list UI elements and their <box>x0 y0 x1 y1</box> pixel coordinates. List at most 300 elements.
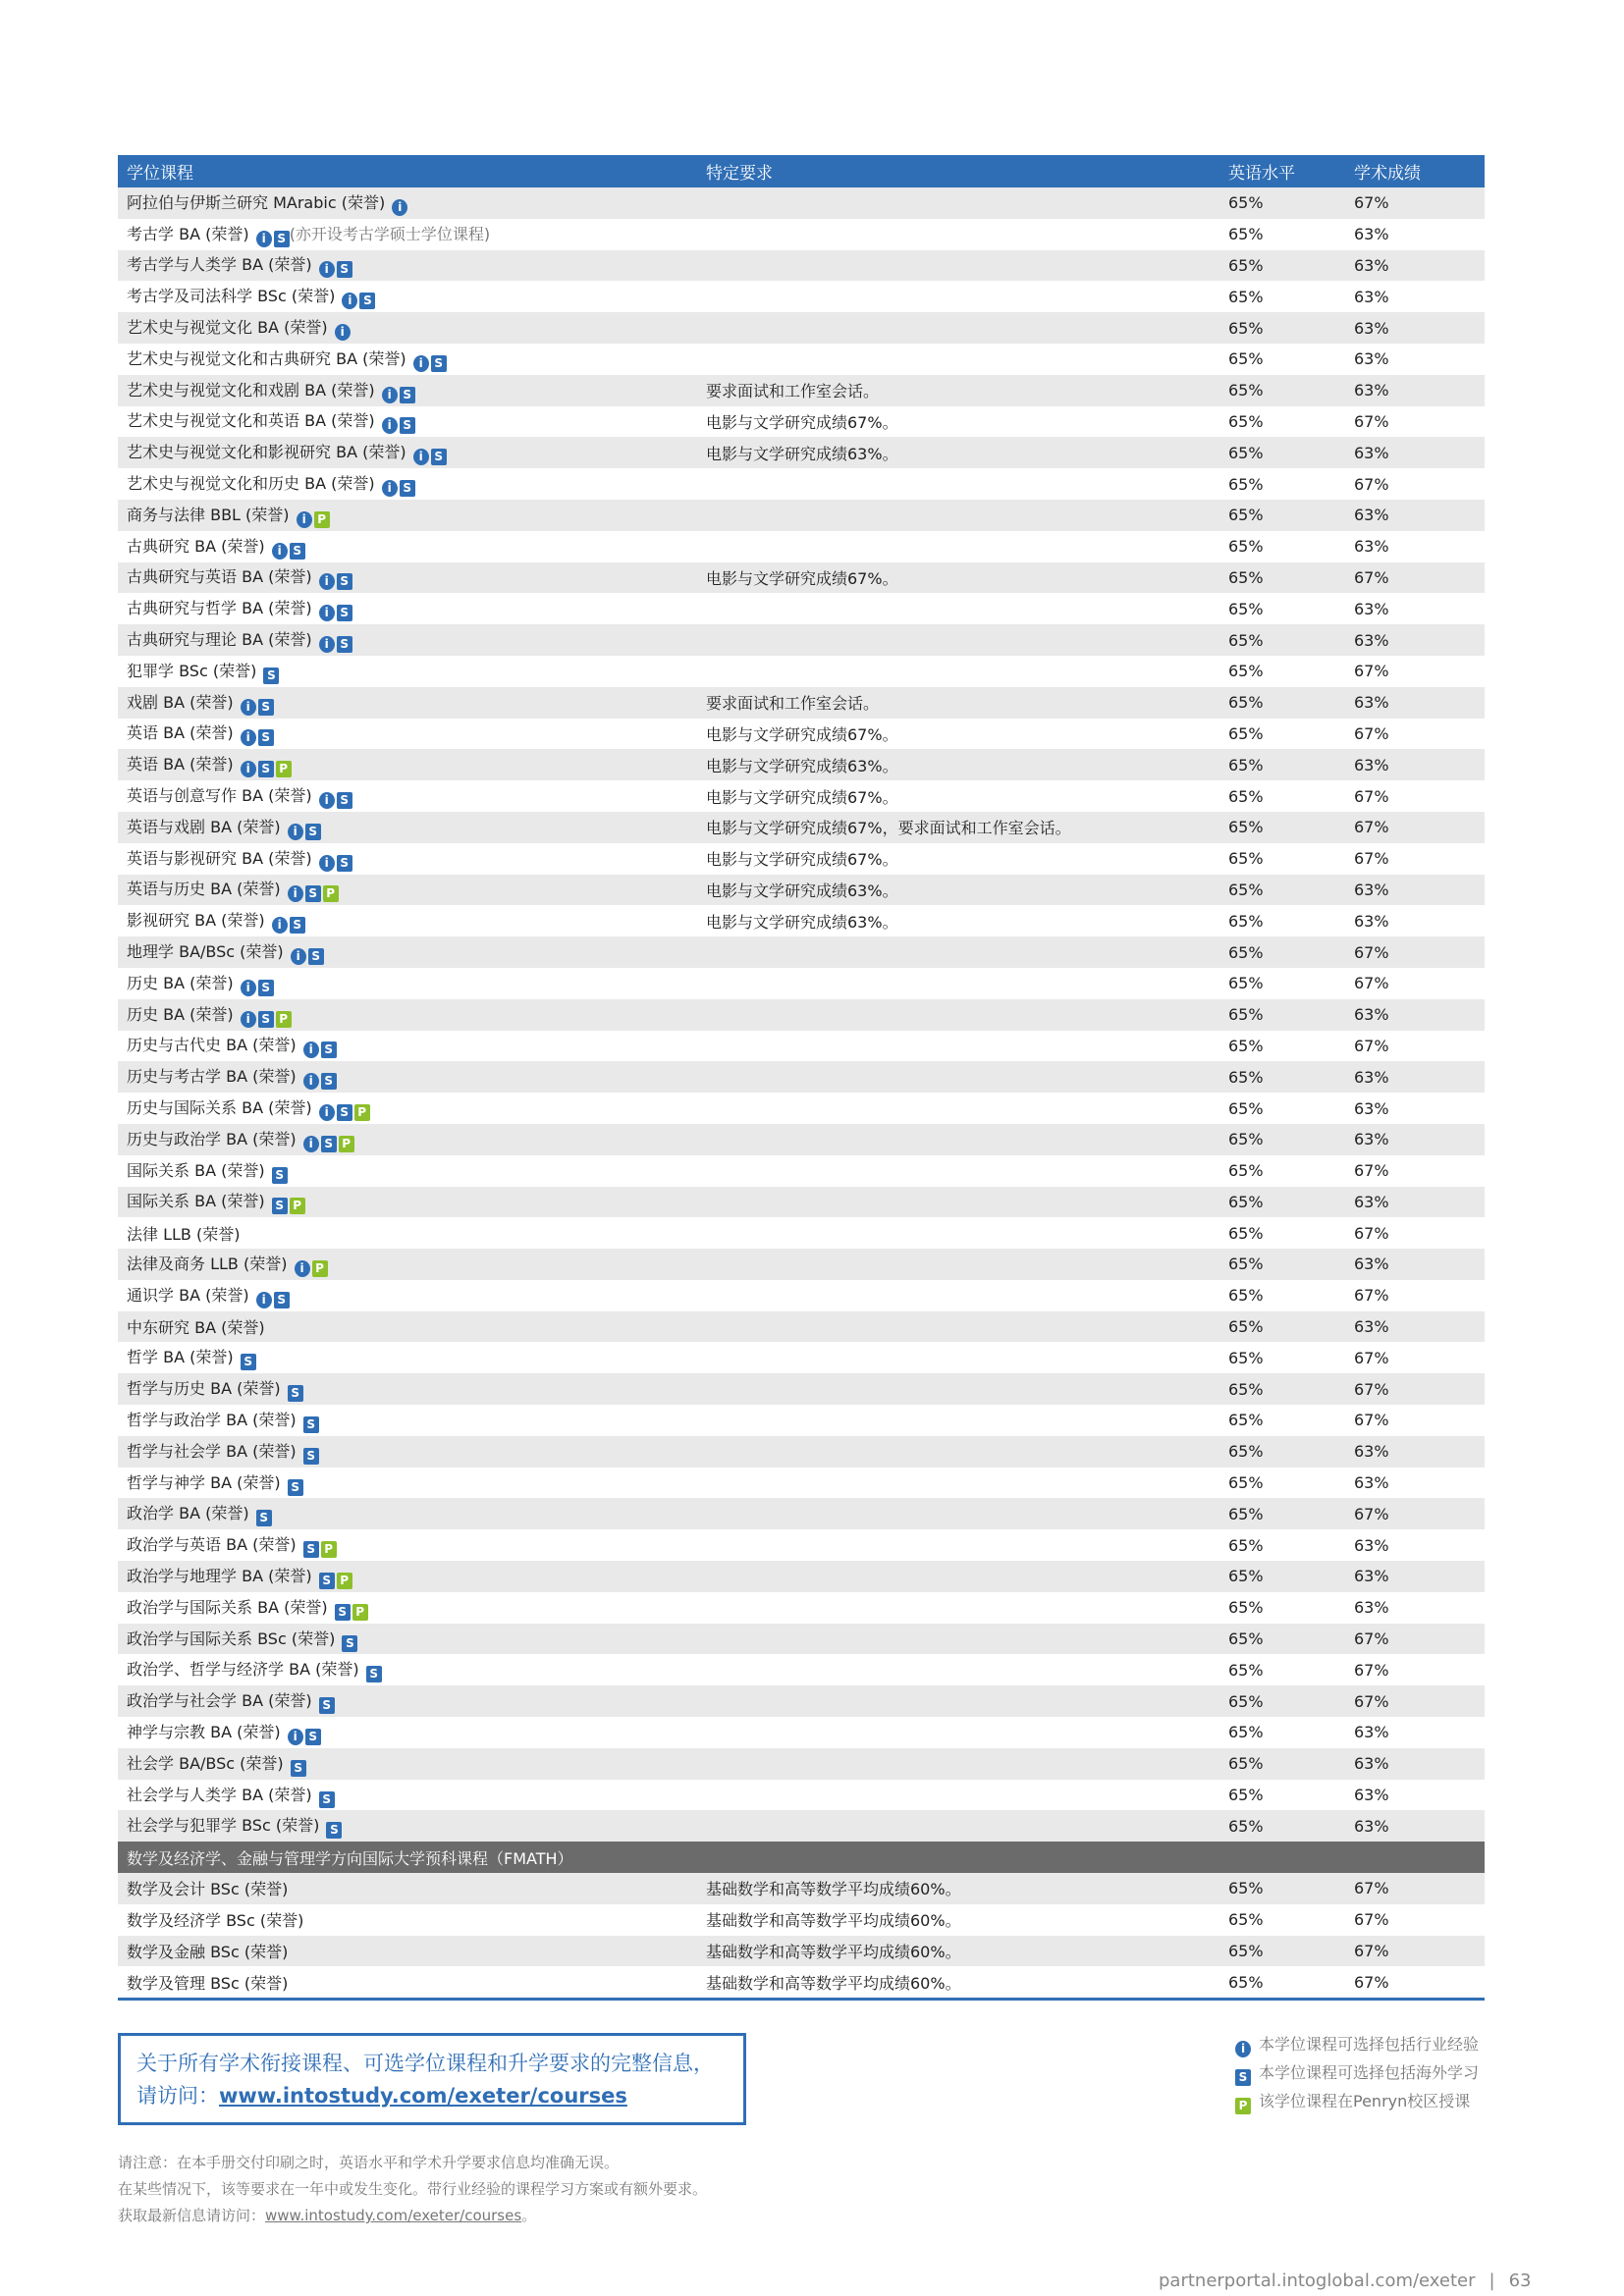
industry-experience-icon: i <box>295 1260 310 1277</box>
requirement-cell: 电影与文学研究成绩67%，要求面试和工作室会话。 <box>697 812 1219 843</box>
footer-url[interactable]: partnerportal.intoglobal.com/exeter <box>1159 2270 1476 2291</box>
course-cell <box>118 1624 697 1655</box>
academic-grade-cell: 63% <box>1345 1810 1485 1842</box>
table-row <box>118 437 1485 468</box>
english-level-cell: 65% <box>1228 1411 1264 1430</box>
course-name: 政治学与国际关系 BSc (荣誉) <box>127 1629 336 1648</box>
disclaimer-link[interactable]: www.intostudy.com/exeter/courses <box>265 2207 522 2224</box>
english-level-cell: 65% <box>1228 1598 1264 1618</box>
study-abroad-icon: S <box>337 636 352 653</box>
academic-grade-cell: 63% <box>1345 1061 1485 1093</box>
requirement-cell <box>697 624 1219 656</box>
academic-grade-cell: 67% <box>1345 1373 1485 1405</box>
academic-grade-cell: 67% <box>1354 1161 1389 1181</box>
course-cell <box>118 500 697 531</box>
course-cell <box>118 250 697 282</box>
courses-link[interactable]: www.intostudy.com/exeter/courses <box>219 2084 627 2108</box>
requirement-cell <box>697 1187 1219 1218</box>
requirement-cell: 电影与文学研究成绩67%。 <box>697 562 1219 594</box>
section-title: 数学及经济学、金融与管理学方向国际大学预科课程（FMATH） <box>118 1842 1485 1873</box>
english-level-cell: 65% <box>1228 349 1264 369</box>
course-cell <box>118 1748 697 1780</box>
study-abroad-icon: S <box>337 855 352 872</box>
table-row <box>118 1155 1485 1187</box>
table-row <box>118 968 1485 999</box>
english-level-cell: 65% <box>1228 786 1264 806</box>
industry-experience-icon: i <box>256 1292 272 1308</box>
table-body <box>118 187 1485 2000</box>
requirement-cell <box>697 1280 1219 1311</box>
table-row <box>118 1904 1485 1936</box>
table-row <box>118 1031 1485 1062</box>
course-name: 历史与政治学 BA (荣誉) <box>127 1129 297 1148</box>
course-cell <box>118 468 697 500</box>
course-name: 社会学 BA/BSc (荣誉) <box>127 1753 284 1773</box>
table-row <box>118 1873 1485 1904</box>
footer-separator: | <box>1489 2270 1495 2291</box>
requirement-cell: 电影与文学研究成绩67%。 <box>706 787 898 807</box>
penryn-campus-icon: P <box>1235 2098 1251 2114</box>
english-level-cell: 65% <box>1228 1723 1264 1742</box>
course-name: 数学及经济学 BSc (荣誉) <box>127 1911 304 1931</box>
disclaimer-prefix: 获取最新信息请访问： <box>118 2207 266 2224</box>
requirement-cell <box>697 1624 1219 1655</box>
academic-grade-cell: 63% <box>1345 375 1485 406</box>
academic-grade-cell: 63% <box>1345 1124 1485 1155</box>
course-cell <box>118 1936 697 1967</box>
study-abroad-icon: S <box>305 1729 321 1745</box>
study-abroad-icon: S <box>303 1448 319 1465</box>
industry-experience-icon: i <box>382 417 398 434</box>
table-row <box>118 1280 1485 1311</box>
penryn-campus-icon: P <box>312 1260 328 1277</box>
table-row <box>118 1311 1485 1343</box>
table-header-row <box>118 155 1485 187</box>
course-name: 考古学 BA (荣誉) <box>127 224 249 243</box>
english-level-cell: 65% <box>1228 287 1264 306</box>
course-cell <box>118 1342 697 1373</box>
course-name: 艺术史与视觉文化和戏剧 BA (荣誉) <box>127 380 375 400</box>
academic-grade-cell: 63% <box>1345 1561 1485 1592</box>
academic-grade-cell: 67% <box>1345 1873 1485 1904</box>
study-abroad-icon: S <box>258 729 274 746</box>
study-abroad-icon: S <box>258 1011 274 1028</box>
course-cell <box>118 1311 697 1343</box>
industry-experience-icon: i <box>241 980 256 996</box>
study-abroad-icon: S <box>303 1416 319 1433</box>
course-name: 法律 LLB (荣誉) <box>127 1224 241 1244</box>
requirement-cell <box>697 500 1219 531</box>
course-name: 数学及管理 BSc (荣誉) <box>127 1973 289 1993</box>
study-abroad-icon: S <box>258 980 274 996</box>
english-level-cell: 65% <box>1228 1660 1264 1680</box>
table-row <box>118 312 1485 344</box>
penryn-campus-icon: P <box>337 1573 352 1589</box>
legend-item <box>1235 2030 1479 2058</box>
english-level-cell: 65% <box>1219 936 1345 968</box>
english-level-cell: 65% <box>1228 1286 1264 1306</box>
table-row <box>118 656 1485 687</box>
info-line-1: 关于所有学术衔接课程、可选学位课程和升学要求的完整信息， <box>136 2052 714 2075</box>
table-row <box>118 1498 1485 1529</box>
table-row <box>118 624 1485 656</box>
course-cell <box>118 1155 697 1187</box>
course-cell <box>118 749 697 780</box>
requirement-cell <box>697 1780 1219 1811</box>
study-abroad-icon: S <box>288 1385 303 1402</box>
table-row <box>118 1217 1485 1249</box>
requirement-cell: 电影与文学研究成绩67%。 <box>706 412 898 432</box>
english-level-cell: 65% <box>1219 250 1345 282</box>
english-level-cell: 65% <box>1219 1810 1345 1842</box>
requirement-cell <box>697 281 1219 312</box>
study-abroad-icon: S <box>321 1073 337 1090</box>
study-abroad-icon: S <box>290 543 305 560</box>
academic-grade-cell: 63% <box>1354 225 1389 244</box>
course-cell <box>118 1592 697 1624</box>
english-level-cell: 65% <box>1228 723 1264 743</box>
course-name: 考古学及司法科学 BSc (荣誉) <box>127 287 336 306</box>
course-name: 政治学与社会学 BA (荣誉) <box>127 1691 312 1711</box>
academic-grade-cell: 67% <box>1345 1685 1485 1717</box>
english-level-cell: 65% <box>1219 749 1345 780</box>
table-row <box>118 1061 1485 1093</box>
study-abroad-icon: S <box>319 1791 335 1808</box>
penryn-campus-icon: P <box>352 1604 368 1621</box>
study-abroad-icon: S <box>337 573 352 590</box>
requirement-cell: 电影与文学研究成绩63%。 <box>697 437 1219 468</box>
academic-grade-cell: 63% <box>1345 875 1485 906</box>
course-cell <box>118 1654 697 1685</box>
english-level-cell: 65% <box>1228 1098 1264 1118</box>
academic-grade-cell: 67% <box>1345 562 1485 594</box>
english-level-cell: 65% <box>1219 1124 1345 1155</box>
course-name: 艺术史与视觉文化 BA (荣誉) <box>127 318 328 338</box>
study-abroad-icon: S <box>308 948 324 965</box>
course-name: 历史与考古学 BA (荣誉) <box>127 1067 297 1087</box>
academic-grade-cell: 63% <box>1345 999 1485 1031</box>
academic-grade-cell: 67% <box>1345 1936 1485 1967</box>
academic-grade-cell: 67% <box>1345 1966 1485 1999</box>
course-cell <box>118 562 697 594</box>
study-abroad-icon: S <box>305 885 321 902</box>
course-cell <box>118 1468 697 1499</box>
course-cell <box>118 1810 697 1842</box>
table-row <box>118 999 1485 1031</box>
english-level-cell: 65% <box>1228 1223 1264 1243</box>
study-abroad-icon: S <box>1235 2069 1251 2086</box>
english-level-cell: 65% <box>1228 662 1264 681</box>
study-abroad-icon: S <box>303 1541 319 1558</box>
study-abroad-icon: S <box>400 417 415 434</box>
legend-text: 本学位课程可选择包括海外学习 <box>1259 2063 1480 2082</box>
course-cell <box>118 437 697 468</box>
study-abroad-icon: S <box>290 917 305 934</box>
course-cell <box>118 1685 697 1717</box>
table-row <box>118 1685 1485 1717</box>
legend-item <box>1235 2087 1479 2115</box>
english-level-cell: 65% <box>1219 1436 1345 1468</box>
course-name: 古典研究与哲学 BA (荣誉) <box>127 599 312 618</box>
header-requirements: 特定要求 <box>697 155 1219 187</box>
english-level-cell: 65% <box>1228 1910 1264 1930</box>
industry-experience-icon: i <box>382 480 398 497</box>
requirement-cell <box>697 1654 1219 1685</box>
industry-experience-icon: i <box>272 917 288 934</box>
requirement-cell <box>697 1405 1219 1436</box>
industry-experience-icon: i <box>241 699 256 716</box>
industry-experience-icon: i <box>382 387 398 403</box>
industry-experience-icon: i <box>413 355 429 372</box>
course-cell <box>118 687 697 719</box>
academic-grade-cell: 67% <box>1354 411 1389 431</box>
english-level-cell: 65% <box>1219 1685 1345 1717</box>
industry-experience-icon: i <box>241 729 256 746</box>
academic-grade-cell: 63% <box>1354 1786 1389 1805</box>
requirement-cell: 电影与文学研究成绩63%。 <box>706 912 898 932</box>
course-name: 哲学与历史 BA (荣誉) <box>127 1379 281 1399</box>
course-note: (亦开设考古学硕士学位课程) <box>289 224 491 243</box>
table-row <box>118 531 1485 562</box>
disclaimer-suffix: 。 <box>521 2207 537 2224</box>
english-level-cell: 65% <box>1228 1161 1264 1181</box>
industry-experience-icon: i <box>288 1729 303 1745</box>
requirement-cell <box>697 1249 1219 1280</box>
english-level-cell: 65% <box>1228 537 1264 557</box>
requirement-cell <box>697 1810 1219 1842</box>
study-abroad-icon: S <box>241 1354 256 1370</box>
study-abroad-icon: S <box>258 699 274 716</box>
legend-item <box>1235 2058 1479 2087</box>
course-cell <box>118 1031 697 1062</box>
course-name: 历史与国际关系 BA (荣誉) <box>127 1098 312 1117</box>
table-row <box>118 1936 1485 1967</box>
english-level-cell: 65% <box>1219 812 1345 843</box>
english-level-cell: 65% <box>1219 624 1345 656</box>
table-row <box>118 936 1485 968</box>
table-row <box>118 500 1485 531</box>
study-abroad-icon: S <box>274 231 290 247</box>
requirement-cell <box>697 1748 1219 1780</box>
requirement-cell: 要求面试和工作室会话。 <box>697 375 1219 406</box>
academic-grade-cell: 67% <box>1354 849 1389 869</box>
industry-experience-icon: i <box>1235 2041 1251 2057</box>
course-cell <box>118 312 697 344</box>
academic-grade-cell: 63% <box>1345 312 1485 344</box>
course-name: 艺术史与视觉文化和古典研究 BA (荣誉) <box>127 348 406 368</box>
industry-experience-icon: i <box>303 1041 319 1058</box>
study-abroad-icon: S <box>263 667 279 684</box>
english-level-cell: 65% <box>1219 562 1345 594</box>
course-cell <box>118 1061 697 1093</box>
course-name: 考古学与人类学 BA (荣誉) <box>127 255 312 275</box>
requirement-cell <box>697 968 1219 999</box>
english-level-cell: 65% <box>1219 1061 1345 1093</box>
course-name: 英语与影视研究 BA (荣誉) <box>127 848 312 868</box>
penryn-campus-icon: P <box>323 885 339 902</box>
course-cell <box>118 1529 697 1561</box>
table-row <box>118 562 1485 594</box>
study-abroad-icon: S <box>291 1760 306 1777</box>
info-box <box>118 2033 746 2125</box>
industry-experience-icon: i <box>241 1011 256 1028</box>
penryn-campus-icon: P <box>321 1541 337 1558</box>
study-abroad-icon: S <box>272 1198 288 1214</box>
table-row <box>118 1810 1485 1842</box>
academic-grade-cell: 63% <box>1354 599 1389 618</box>
course-cell <box>118 1717 697 1748</box>
industry-experience-icon: i <box>297 511 312 528</box>
course-name: 法律及商务 LLB (荣誉) <box>127 1254 288 1273</box>
course-cell <box>118 406 697 438</box>
course-cell <box>118 812 697 843</box>
requirement-cell <box>697 1529 1219 1561</box>
page-number: 63 <box>1508 2270 1532 2291</box>
requirement-cell <box>697 1342 1219 1373</box>
industry-experience-icon: i <box>319 261 335 278</box>
academic-grade-cell: 63% <box>1345 1311 1485 1343</box>
penryn-campus-icon: P <box>290 1198 305 1214</box>
requirement-cell <box>697 250 1219 282</box>
academic-grade-cell: 67% <box>1345 936 1485 968</box>
academic-grade-cell: 67% <box>1354 723 1389 743</box>
requirement-cell <box>697 1311 1219 1343</box>
requirement-cell <box>697 1468 1219 1499</box>
course-cell <box>118 1093 697 1124</box>
disclaimer-line-1: 请注意：在本手册交付印刷之时，英语水平和学术升学要求信息均准确无误。 <box>118 2154 620 2171</box>
requirement-cell <box>697 936 1219 968</box>
academic-grade-cell: 63% <box>1354 1598 1389 1618</box>
course-name: 英语 BA (荣誉) <box>127 755 234 774</box>
table-row <box>118 875 1485 906</box>
course-cell <box>118 1249 697 1280</box>
course-name: 古典研究与理论 BA (荣誉) <box>127 630 312 650</box>
requirement-cell <box>697 1124 1219 1155</box>
study-abroad-icon: S <box>319 1697 335 1714</box>
academic-grade-cell: 63% <box>1345 250 1485 282</box>
study-abroad-icon: S <box>256 1510 272 1526</box>
english-level-cell: 65% <box>1228 849 1264 869</box>
course-name: 影视研究 BA (荣誉) <box>127 911 265 931</box>
english-level-cell: 65% <box>1219 500 1345 531</box>
academic-grade-cell: 63% <box>1354 1535 1389 1555</box>
english-level-cell: 65% <box>1228 474 1264 494</box>
industry-experience-icon: i <box>413 449 429 465</box>
course-name: 英语与历史 BA (荣誉) <box>127 880 281 899</box>
course-cell <box>118 1373 697 1405</box>
requirement-cell <box>697 1592 1219 1624</box>
industry-experience-icon: i <box>335 324 351 341</box>
study-abroad-icon: S <box>258 761 274 777</box>
english-level-cell: 65% <box>1219 999 1345 1031</box>
course-name: 英语 BA (荣誉) <box>127 723 234 743</box>
course-cell <box>118 1966 697 1999</box>
table-row <box>118 1966 1485 1999</box>
requirement-cell <box>697 1373 1219 1405</box>
table-row <box>118 1717 1485 1748</box>
course-cell <box>118 1187 697 1218</box>
academic-grade-cell: 63% <box>1354 537 1389 557</box>
course-name: 社会学与犯罪学 BSc (荣誉) <box>127 1816 320 1836</box>
course-table <box>118 155 1485 2001</box>
course-cell <box>118 344 697 375</box>
table-row <box>118 1468 1485 1499</box>
course-cell <box>118 780 697 812</box>
page-footer <box>1159 2270 1532 2291</box>
table-row <box>118 1124 1485 1155</box>
study-abroad-icon: S <box>337 792 352 809</box>
course-name: 神学与宗教 BA (荣誉) <box>127 1722 281 1741</box>
table-row <box>118 1529 1485 1561</box>
course-cell <box>118 593 697 624</box>
course-cell <box>118 936 697 968</box>
requirement-cell <box>697 1498 1219 1529</box>
info-prefix: 请访问： <box>136 2084 219 2108</box>
table-row <box>118 1093 1485 1124</box>
requirement-cell: 电影与文学研究成绩67%。 <box>706 850 898 870</box>
study-abroad-icon: S <box>337 261 352 278</box>
course-name: 中东研究 BA (荣誉) <box>127 1318 265 1338</box>
academic-grade-cell: 67% <box>1354 662 1389 681</box>
academic-grade-cell: 67% <box>1354 1348 1389 1367</box>
course-name: 古典研究 BA (荣誉) <box>127 536 265 556</box>
academic-grade-cell: 63% <box>1354 911 1389 931</box>
requirement-cell <box>697 468 1219 500</box>
course-name: 哲学 BA (荣誉) <box>127 1348 234 1367</box>
table-row <box>118 1373 1485 1405</box>
english-level-cell: 65% <box>1228 911 1264 931</box>
academic-grade-cell: 63% <box>1345 1249 1485 1280</box>
english-level-cell: 65% <box>1219 1373 1345 1405</box>
course-name: 艺术史与视觉文化和历史 BA (荣誉) <box>127 474 375 494</box>
table-row <box>118 1561 1485 1592</box>
english-level-cell: 65% <box>1228 1535 1264 1555</box>
course-name: 数学及会计 BSc (荣誉) <box>127 1880 289 1899</box>
english-level-cell: 65% <box>1219 1187 1345 1218</box>
industry-experience-icon: i <box>319 636 335 653</box>
study-abroad-icon: S <box>321 1136 337 1152</box>
requirement-cell <box>697 1217 1219 1249</box>
academic-grade-cell: 67% <box>1354 474 1389 494</box>
penryn-campus-icon: P <box>314 511 330 528</box>
course-cell <box>118 1405 697 1436</box>
table-row <box>118 843 1485 875</box>
academic-grade-cell: 67% <box>1354 786 1389 806</box>
english-level-cell: 65% <box>1219 1561 1345 1592</box>
english-level-cell: 65% <box>1228 411 1264 431</box>
course-name: 国际关系 BA (荣誉) <box>127 1192 265 1211</box>
academic-grade-cell: 63% <box>1345 500 1485 531</box>
course-cell <box>118 905 697 936</box>
requirement-cell <box>697 1561 1219 1592</box>
english-level-cell: 65% <box>1219 437 1345 468</box>
icon-legend <box>1235 2030 1479 2115</box>
header-course: 学位课程 <box>118 155 697 187</box>
requirement-cell: 基础数学和高等数学平均成绩60%。 <box>697 1966 1219 1999</box>
course-name: 地理学 BA/BSc (荣誉) <box>127 942 284 962</box>
course-cell <box>118 1904 697 1936</box>
english-level-cell: 65% <box>1219 375 1345 406</box>
study-abroad-icon: S <box>342 1635 357 1652</box>
course-name: 英语与戏剧 BA (荣誉) <box>127 817 281 836</box>
academic-grade-cell: 63% <box>1345 1748 1485 1780</box>
course-name: 艺术史与视觉文化和英语 BA (荣誉) <box>127 411 375 431</box>
academic-grade-cell: 63% <box>1345 1436 1485 1468</box>
table-row <box>118 375 1485 406</box>
requirement-cell <box>697 1061 1219 1093</box>
disclaimer <box>118 2150 707 2229</box>
industry-experience-icon: i <box>241 761 256 777</box>
